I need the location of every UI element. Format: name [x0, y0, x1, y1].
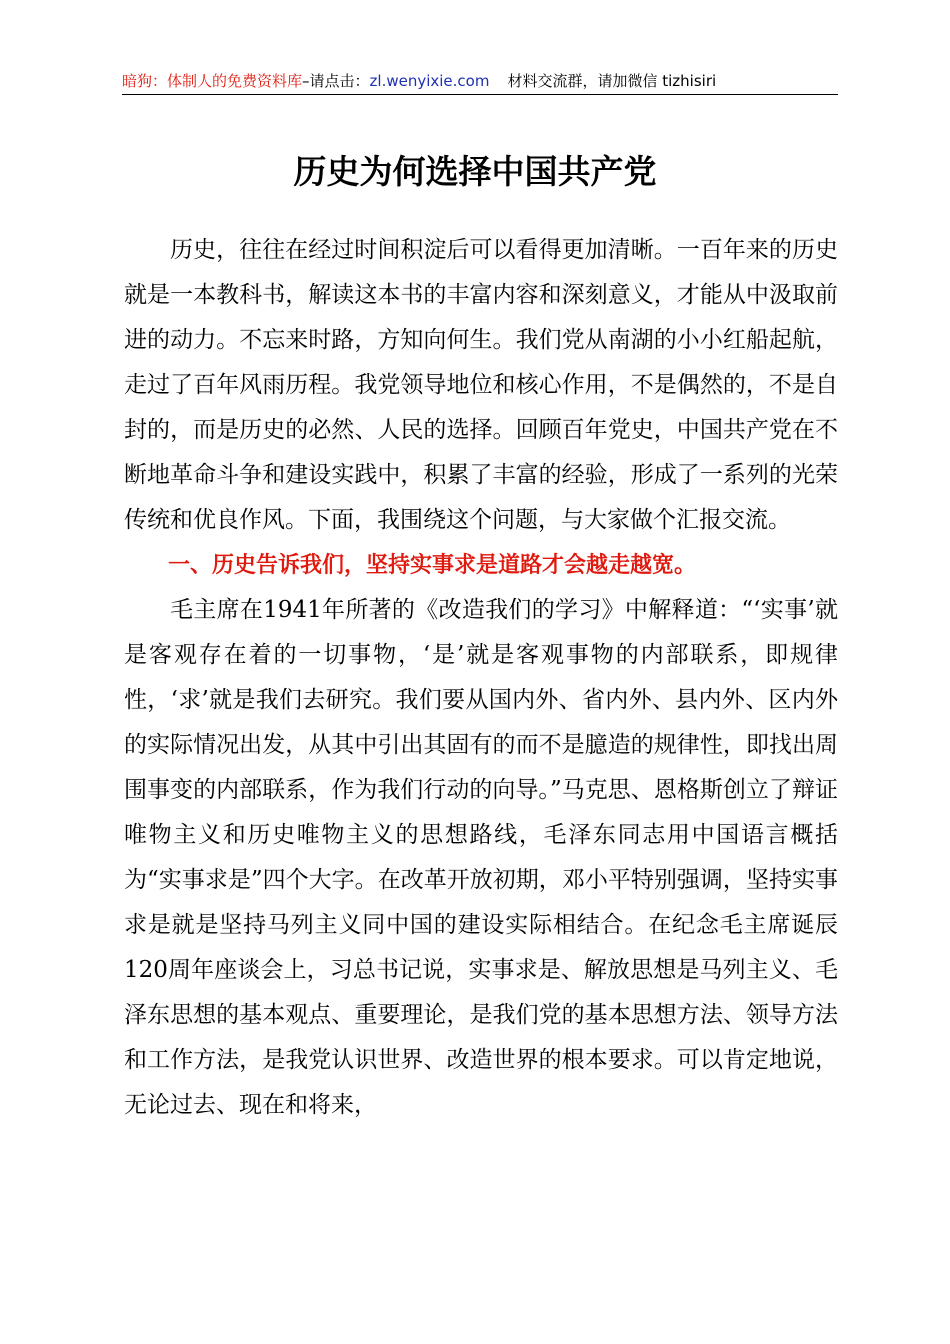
document-title: 历史为何选择中国共产党 — [293, 152, 657, 191]
header-url-link[interactable]: zl.wenyixie.com — [369, 72, 490, 90]
intro-paragraph: 历史，往往在经过时间积淀后可以看得更加清晰。一百年来的历史就是一本教科书，解读这本书的丰富内容和深刻意义，才能从中汲取前进的动力。不忘来时路，方知向何生。我们党从南湖的小小红船起航，走过了百年风雨历程。我党领导地位和核心作用，不是偶然的，不是自封的，而是历史的必然、人民的选择。回顾百年党史，中国共产党在不断地革命斗争和建设实践中，积累了丰富的经验，形成了一系列的光荣传统和优良作风。下面，我围绕这个问题，与大家做个汇报交流。 — [124, 237, 838, 533]
document-body — [124, 228, 838, 1128]
header-prompt: –请点击： — [302, 72, 370, 90]
header-divider — [122, 94, 838, 95]
section-heading: 一、历史告诉我们，坚持实事求是道路才会越走越宽。 — [168, 553, 697, 578]
section-paragraph: 毛主席在1941年所著的《改造我们的学习》中解释道：“‘实事’就是客观存在着的一切事物，‘是’就是客观事物的内部联系，即规律性，‘求’就是我们去研究。我们要从国内外、省内外、县内外、区内外的实际情况出发，从其中引出其固有的而不是臆造的规律性，即找出周围事变的内部联系，作为我们行动的向导。”马克思、恩格斯创立了辩证唯物主义和历史唯物主义的思想路线，毛泽东同志用中国语言概括为“实事求是”四个大字。在改革开放初期，邓小平特别强调，坚持实事求是就是坚持马列主义同中国的建设实际相结合。在纪念毛主席诞辰120周年座谈会上，习总书记说，实事求是、解放思想是马列主义、毛泽东思想的基本观点、重要理论，是我们党的基本思想方法、领导方法和工作方法，是我党认识世界、改造世界的根本要求。可以肯定地说，无论过去、现在和将来， — [124, 597, 838, 1118]
header-contact: 材料交流群，请加微信 tizhisiri — [507, 72, 717, 90]
page-header — [122, 68, 838, 94]
header-site-name: 暗狗：体制人的免费资料库 — [122, 72, 303, 90]
